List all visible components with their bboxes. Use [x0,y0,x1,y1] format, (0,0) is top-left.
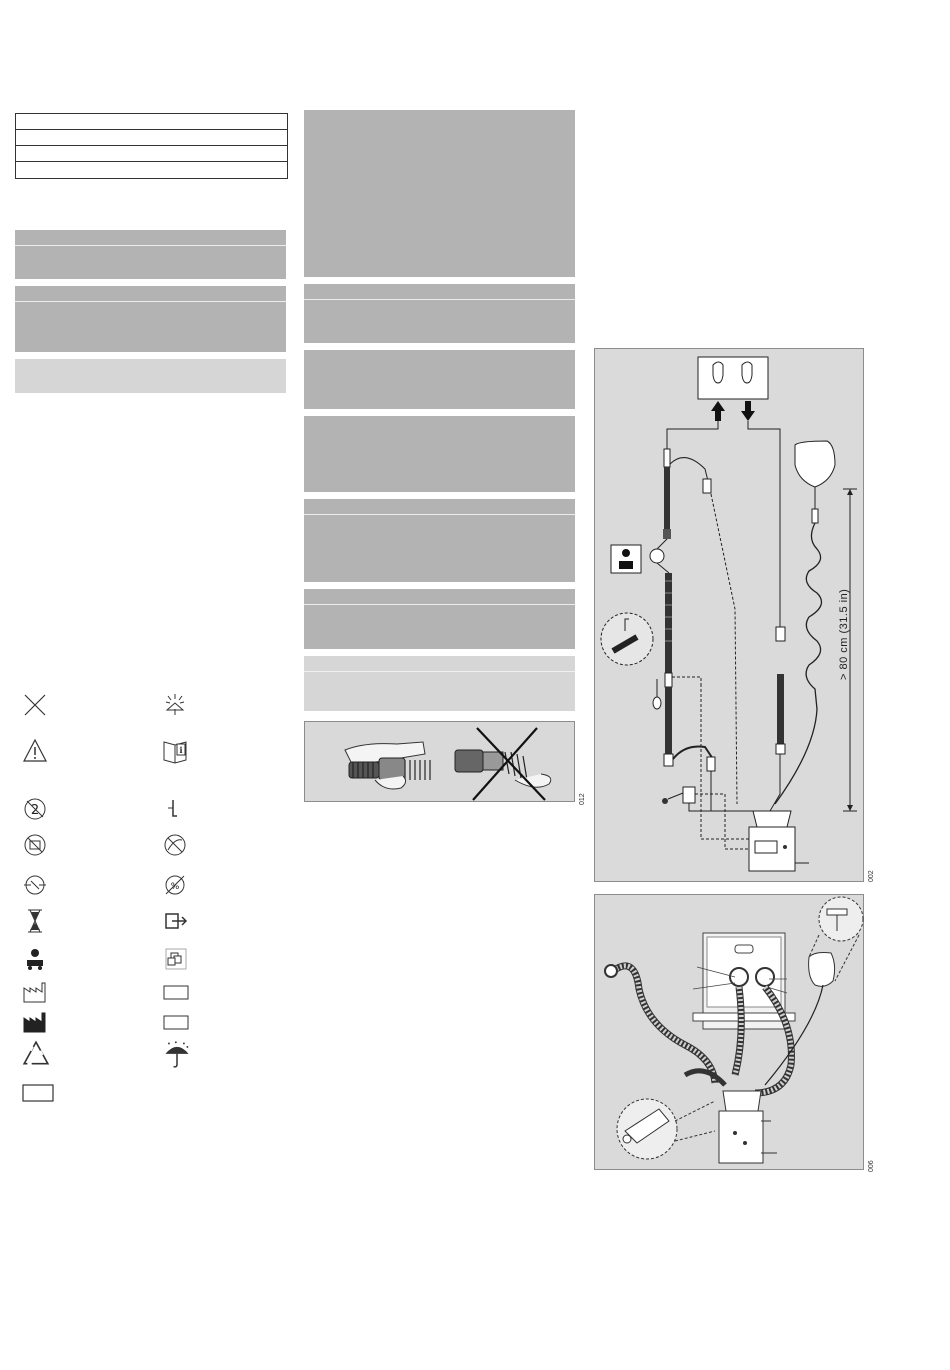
grey-info-box [304,110,575,277]
non-pyrogenic-icon [162,832,188,858]
single-use-icon [22,796,48,822]
date-of-manufacture-icon [22,980,48,1006]
manufacturer-icon [22,1010,48,1036]
reference-export-icon [162,908,188,934]
use-by-date-icon [22,908,48,934]
setup-figure [594,894,864,1170]
temperature-limit-icon [162,796,188,822]
figure-number: 002 [868,870,875,882]
light-info-box [304,656,575,711]
humidity-limit-icon [162,872,188,898]
grey-info-box [304,589,575,649]
consult-instructions-icon [162,738,188,764]
do-not-reuse-icon [22,692,48,718]
recycling-icon [22,1040,50,1068]
pressure-limit-icon [22,872,48,898]
caution-icon [22,738,48,764]
grey-info-box [304,499,575,582]
table-row [16,114,287,130]
quantity-icon [162,946,188,972]
svg-text:%: % [170,882,180,892]
light-info-box [15,359,286,393]
keep-away-from-sunlight-icon [162,692,188,718]
blank-label-box-icon [162,1010,188,1036]
grey-info-box [304,284,575,343]
figure-number: 006 [868,1160,875,1172]
grey-info-box [15,286,286,352]
distance-label: > 80 cm (31.5 in) [838,588,850,680]
figure-number: 012 [579,793,586,805]
svg-text:2: 2 [30,803,40,818]
do-not-use-if-damaged-icon [22,832,48,858]
grey-info-box [304,350,575,409]
connector-figure [304,721,575,802]
grey-info-box [304,416,575,492]
table-row [16,130,287,146]
pediatric-use-icon [22,946,48,972]
table-row [16,162,287,178]
circuit-figure [594,348,864,882]
grey-info-box [15,230,286,279]
table-row [16,146,287,162]
blank-label-box-icon [22,1080,54,1106]
blank-label-box-icon [162,980,188,1006]
keep-dry-icon [162,1040,192,1070]
svg-text:i: i [179,745,183,755]
info-table [15,113,288,179]
